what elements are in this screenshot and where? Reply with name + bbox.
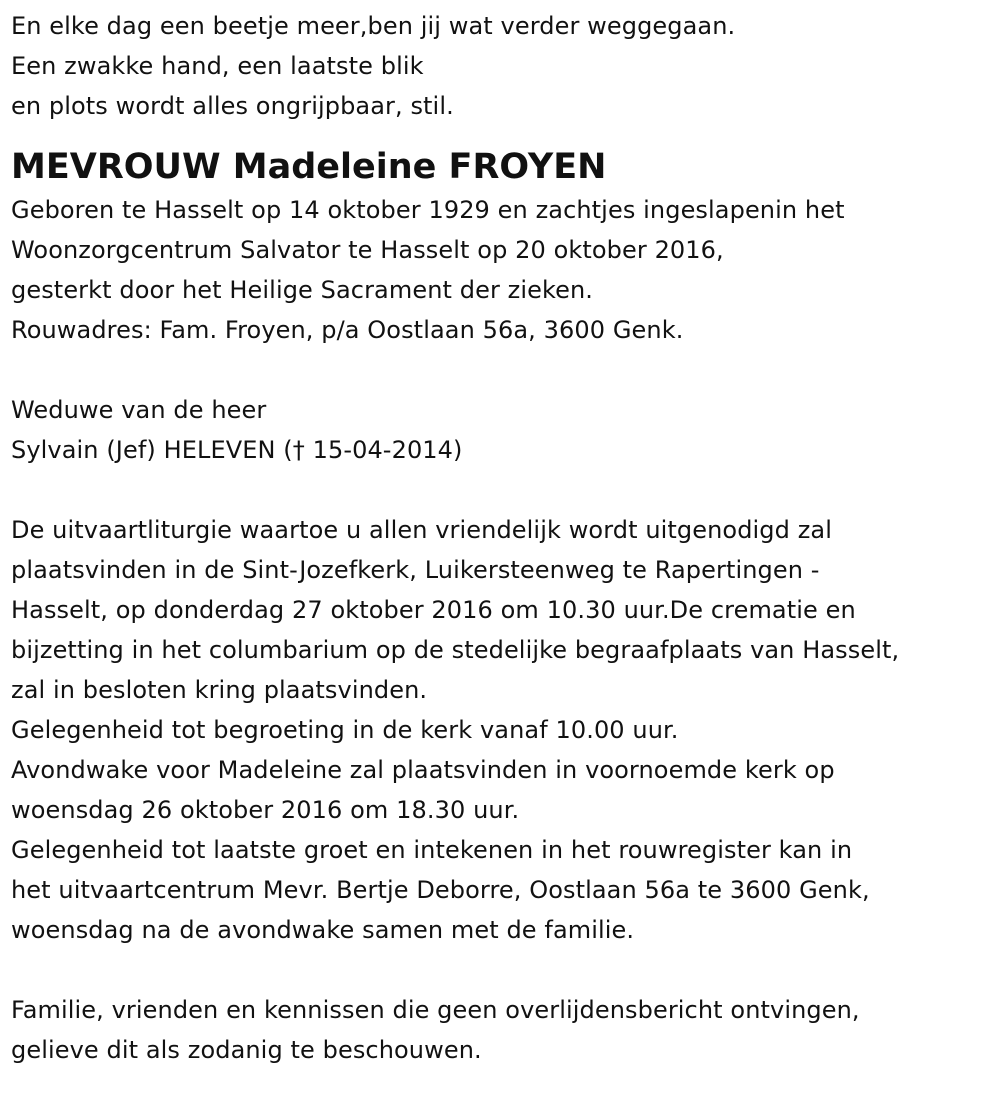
spacer	[11, 470, 996, 510]
poem-block	[11, 6, 996, 126]
birth-info-block	[11, 190, 996, 350]
ceremony-line: Hasselt, op donderdag 27 oktober 2016 om 10.30 uur.De crematie en	[11, 596, 856, 624]
ceremony-block	[11, 510, 996, 950]
mourning-address: Rouwadres: Fam. Froyen, p/a Oostlaan 56a, 3600 Genk.	[11, 316, 684, 344]
spacer	[11, 350, 996, 390]
ceremony-line: woensdag na de avondwake samen met de familie.	[11, 916, 635, 944]
closing-block	[11, 990, 996, 1070]
poem-line: Een zwakke hand, een laatste blik	[11, 52, 424, 80]
spouse-block	[11, 390, 996, 470]
ceremony-line: plaatsvinden in de Sint-Jozefkerk, Luikersteenweg te Rapertingen -	[11, 556, 820, 584]
ceremony-line: De uitvaartliturgie waartoe u allen vriendelijk wordt uitgenodigd zal	[11, 516, 832, 544]
poem-line: en plots wordt alles ongrijpbaar, stil.	[11, 92, 454, 120]
ceremony-line: zal in besloten kring plaatsvinden.	[11, 676, 428, 704]
closing-line: Familie, vrienden en kennissen die geen overlijdensbericht ontvingen,	[11, 996, 860, 1024]
ceremony-line: het uitvaartcentrum Mevr. Bertje Deborre, Oostlaan 56a te 3600 Genk,	[11, 876, 870, 904]
spacer	[11, 950, 996, 990]
death-notice	[11, 6, 996, 1070]
ceremony-line: Gelegenheid tot begroeting in de kerk vanaf 10.00 uur.	[11, 716, 679, 744]
deceased-name: MEVROUW Madeleine FROYEN	[11, 147, 607, 187]
ceremony-line: Gelegenheid tot laatste groet en intekenen in het rouwregister kan in	[11, 836, 853, 864]
birth-info-line: gesterkt door het Heilige Sacrament der zieken.	[11, 276, 594, 304]
closing-line: gelieve dit als zodanig te beschouwen.	[11, 1036, 482, 1064]
spouse-line: Weduwe van de heer	[11, 396, 267, 424]
ceremony-line: Avondwake voor Madeleine zal plaatsvinden in voornoemde kerk op	[11, 756, 835, 784]
spouse-name: Sylvain (Jef) HELEVEN († 15-04-2014)	[11, 436, 463, 464]
ceremony-line: woensdag 26 oktober 2016 om 18.30 uur.	[11, 796, 520, 824]
birth-info-line: Geboren te Hasselt op 14 oktober 1929 en zachtjes ingeslapenin het	[11, 196, 845, 224]
poem-line: En elke dag een beetje meer,ben jij wat verder weggegaan.	[11, 12, 736, 40]
ceremony-line: bijzetting in het columbarium op de stedelijke begraafplaats van Hasselt,	[11, 636, 900, 664]
birth-info-line: Woonzorgcentrum Salvator te Hasselt op 20 oktober 2016,	[11, 236, 724, 264]
